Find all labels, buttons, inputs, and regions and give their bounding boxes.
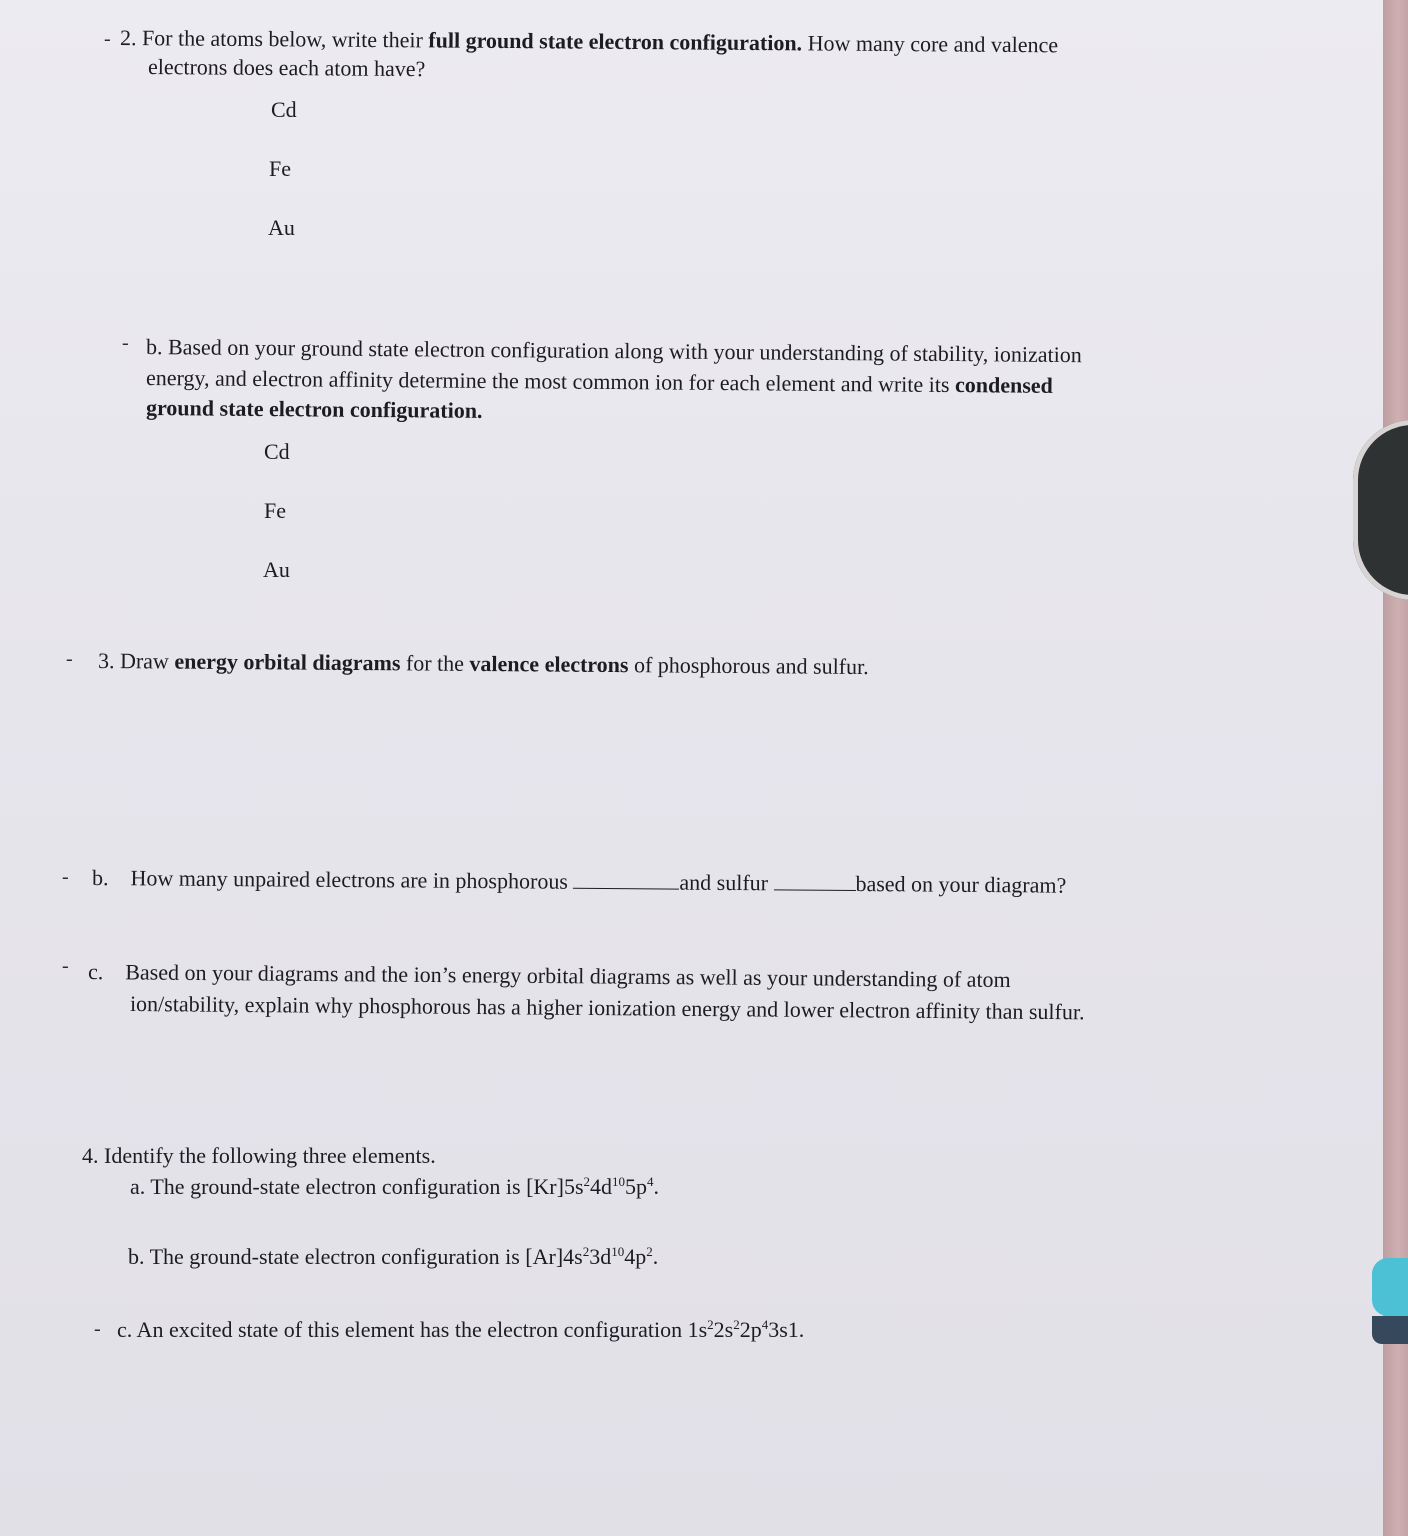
question-3-bold-2: valence electrons — [469, 650, 629, 678]
atom-fe: Fe — [269, 156, 291, 181]
question-3-text-3: of phosphorous and sulfur. — [628, 652, 869, 680]
orbital-label: 2p — [739, 1317, 762, 1342]
teal-object — [1372, 1258, 1408, 1316]
question-4b-text: b. The ground-state electron configuration is [Ar]4s — [128, 1244, 583, 1269]
orbital-label: 3d — [589, 1244, 612, 1269]
question-2-text-end: How many core and valence — [802, 30, 1059, 58]
period: . — [652, 1244, 659, 1269]
orbital-label: 2s — [713, 1317, 734, 1342]
period: . — [653, 1174, 660, 1199]
sulfur-answer-blank[interactable] — [773, 869, 855, 891]
navy-object — [1372, 1316, 1408, 1344]
orbital-label: 3s1. — [768, 1317, 805, 1342]
orbital-label: 4p — [624, 1244, 647, 1269]
question-3c-line-2: ion/stability, explain why phosphorous has a higher ionization energy and lower electron affinity than sulfur. — [129, 991, 1085, 1025]
question-4c — [117, 1316, 804, 1344]
question-2b-text-2: energy, and electron affinity determine the most common ion for each element and write its — [145, 365, 956, 398]
question-3b-label: b. — [91, 865, 109, 891]
atom-au: Au — [268, 215, 295, 240]
question-3c-line-1 — [88, 958, 1011, 994]
question-2b-bold-2: ground state electron configuration. — [145, 395, 483, 423]
check-mark: - — [66, 648, 73, 670]
ion-fe: Fe — [264, 498, 286, 523]
question-2b-line-1 — [146, 333, 1082, 369]
question-2b-line-3 — [146, 394, 483, 425]
question-3-text-2: for the — [400, 650, 470, 676]
question-3-bold-1: energy orbital diagrams — [174, 648, 401, 676]
question-3b-text-3: based on your diagram? — [855, 870, 1067, 898]
question-4c-text: c. An excited state of this element has the electron configuration 1s — [117, 1317, 708, 1342]
check-mark: - — [62, 955, 69, 977]
check-mark: - — [122, 332, 129, 354]
superscript: 10 — [612, 1174, 626, 1189]
question-2-bold: full ground state electron configuration. — [428, 27, 803, 56]
superscript: 2 — [646, 1244, 653, 1259]
question-4-title: 4. Identify the following three elements. — [82, 1143, 436, 1168]
question-2-number: 2. — [119, 25, 137, 51]
phosphorous-answer-blank[interactable] — [573, 868, 679, 890]
question-2b-label: b. — [145, 334, 163, 360]
superscript: 2 — [733, 1317, 740, 1332]
question-4a-text: a. The ground-state electron configuration is [Kr]5s — [130, 1174, 584, 1199]
question-2b-text-1: Based on your ground state electron configuration along with your understanding of stability, ionization — [167, 334, 1082, 368]
question-4a — [130, 1173, 659, 1201]
ion-au: Au — [263, 557, 290, 582]
atom-cd: Cd — [271, 97, 297, 122]
question-3c-text-1: Based on your diagrams and the ion’s energy orbital diagrams as well as your understanding of atom — [125, 959, 1011, 993]
orbital-label: 4d — [590, 1174, 613, 1199]
question-2-line-2: electrons does each atom have? — [147, 54, 426, 82]
superscript: 2 — [707, 1317, 714, 1332]
question-3c-label: c. — [87, 959, 104, 985]
orbital-label: 5p — [625, 1174, 648, 1199]
question-3-text-1: Draw — [119, 648, 175, 674]
superscript: 2 — [582, 1244, 590, 1259]
question-3-line — [98, 647, 869, 681]
question-3b-line — [92, 864, 1067, 900]
superscript: 2 — [583, 1174, 591, 1189]
check-mark: - — [62, 866, 69, 888]
check-mark: - — [104, 28, 111, 50]
question-3b-text-1: How many unpaired electrons are in phosphorous — [130, 865, 569, 894]
question-2b-bold-1: condensed — [954, 372, 1053, 398]
ion-cd: Cd — [264, 439, 290, 464]
superscript: 4 — [647, 1174, 654, 1189]
question-3b-text-2: and sulfur — [679, 869, 769, 896]
question-4b — [128, 1243, 658, 1271]
check-mark: - — [94, 1318, 101, 1340]
question-3-number: 3. — [97, 648, 115, 674]
superscript: 4 — [761, 1317, 769, 1332]
superscript: 10 — [611, 1244, 625, 1259]
question-2-text: For the atoms below, write their — [141, 25, 429, 53]
